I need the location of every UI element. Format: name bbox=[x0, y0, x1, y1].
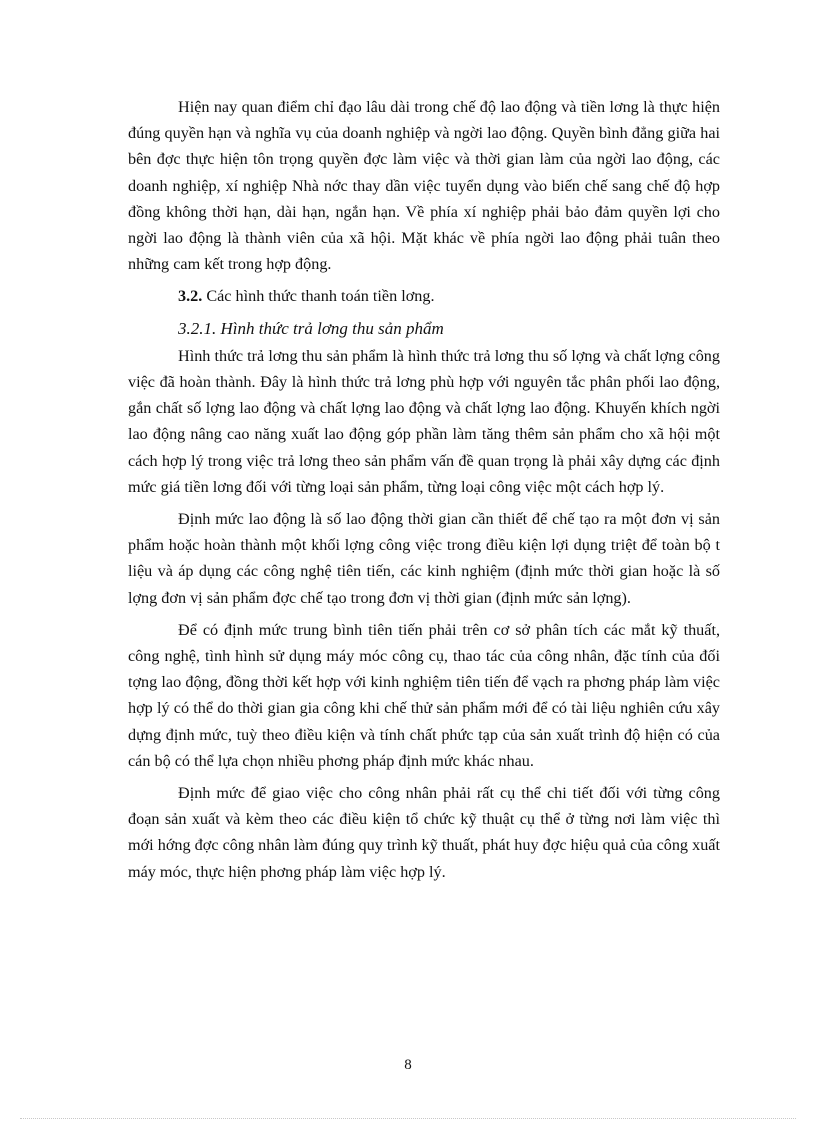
paragraph-2: Hình thức trả lơng thu sản phẩm là hình thức trả lơng thu số lợng và chất lợng công việc đã hoàn thành. Đây là hình thức trả lơng phù hợp với nguyên tắc phân phối lao động, gắn chất số lợng lao động và chất lợng lao động và chất lợng lao động. Khuyến khích ngời lao động nâng cao năng xuất lao động góp phần làm tăng thêm sản phẩm cho xã hội một cách hợp lý trong việc trả lơng theo sản phẩm vấn đề quan trọng là phải xây dựng các định mức giá tiền lơng đối với từng loại sản phẩm, từng loại công việc một cách hợp lý. bbox=[128, 346, 720, 496]
section-title: Các hình thức thanh toán tiền lơng. bbox=[206, 287, 435, 306]
section-heading bbox=[128, 283, 720, 309]
paragraph-4: Để có định mức trung bình tiên tiến phải trên cơ sở phân tích các mắt kỹ thuất, công nghệ, tình hình sử dụng máy móc công cụ, thao tác của công nhân, đặc tính của đối tợng lao động, đồng thời kết hợp với kinh nghiệm tiên tiến để vạch ra phơng pháp làm việc hợp lý có thể do thời gian gia công khi chế thử sản phẩm mới để có tài liệu nghiên cứu xây dựng định mức, tuỳ theo điều kiện và tính chất phức tạp của sản xuất trình độ hiện có của cán bộ có thể lựa chọn nhiều phơng pháp định mức khác nhau. bbox=[128, 620, 720, 770]
section-number: 3.2. bbox=[178, 287, 203, 306]
page-number: 8 bbox=[404, 1057, 412, 1073]
footer-divider bbox=[20, 1118, 796, 1119]
subsection-heading: 3.2.1. Hình thức trả lơng thu sản phẩm bbox=[178, 318, 444, 338]
document-page bbox=[128, 94, 720, 885]
paragraph-5: Định mức để giao việc cho công nhân phải rất cụ thể chi tiết đối với từng công đoạn sản xuất và kèm theo các điều kiện tổ chức kỹ thuật cụ thể ở từng nơi làm việc thì mới hớng đợc công nhân làm đúng quy trình kỹ thuất, phát huy đợc hiệu quả của công xuất máy móc, thực hiện phơng pháp làm việc hợp lý. bbox=[128, 784, 720, 881]
paragraph-3: Định mức lao động là số lao động thời gian cần thiết để chế tạo ra một đơn vị sản phẩm hoặc hoàn thành một khối lợng công việc trong điều kiện lợi dụng triệt để toàn bộ t liệu và áp dụng các công nghệ tiên tiến, các kinh nghiệm (định mức thời gian hoặc là số lợng đơn vị sản phẩm đợc chế tạo trong đơn vị thời gian (định mức sản lợng). bbox=[128, 510, 720, 607]
paragraph-1: Hiện nay quan điểm chỉ đạo lâu dài trong chế độ lao động và tiền lơng là thực hiện đúng quyền hạn và nghĩa vụ của doanh nghiệp và ngời lao động. Quyền bình đẳng giữa hai bên đợc thực hiện tôn trọng quyền đợc làm việc và thời gian làm của ngời lao động, các doanh nghiệp, xí nghiệp Nhà nớc thay dần việc tuyển dụng vào biến chế sang chế độ hợp đồng không thời hạn, dài hạn, ngắn hạn. Về phía xí nghiệp phải bảo đảm quyền lợi cho ngời lao động là thành viên của xã hội. Mặt khác về phía ngời lao động phải tuân theo những cam kết trong hợp động. bbox=[128, 98, 720, 274]
